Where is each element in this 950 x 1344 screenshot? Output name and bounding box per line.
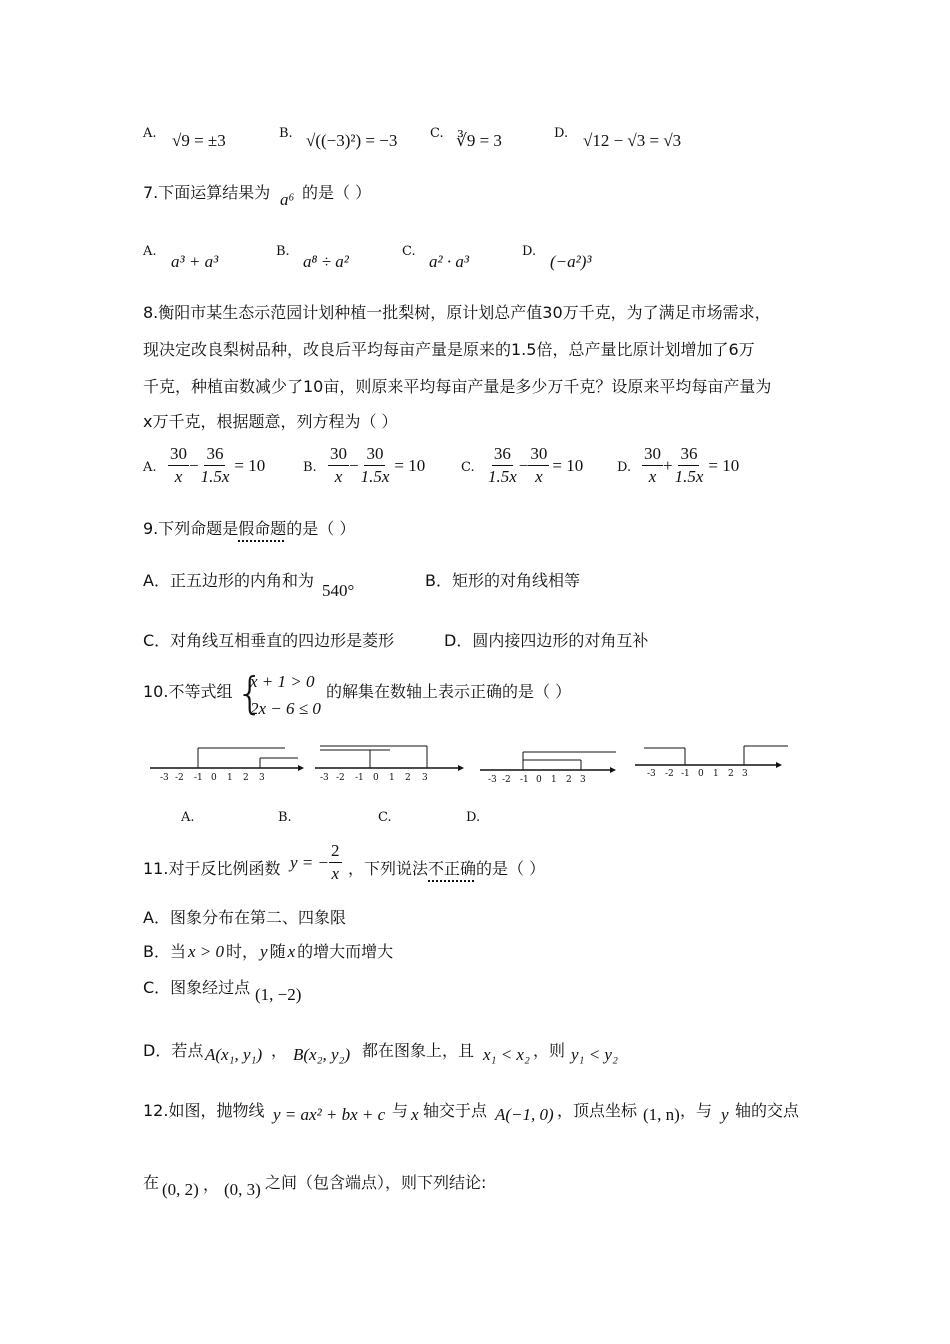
q10-number-lines <box>140 740 800 790</box>
q8-option-d-expr: $\frac{30}{x}$ + $\frac{36}{1.5x}$ = 10 <box>644 444 740 486</box>
q11-option-d-cond-2: y₁ < y₂ <box>571 1045 618 1064</box>
q6-option-c-expr: ∛9 = 3 <box>456 131 502 150</box>
q8-line-4: x万千克，根据题意，列方程为（ ） <box>143 412 398 431</box>
q8-option-c-expr: $\frac{36}{1.5x}$ − $\frac{30}{x}$ = 10 <box>488 444 584 486</box>
fraction: $\frac{36}{1.5x}$ <box>674 444 704 486</box>
q9-option-c: C．对角线互相垂直的四边形是菱形 <box>143 631 395 650</box>
q10-inequality-2: 2x − 6 ≤ 0 <box>250 699 321 718</box>
fraction: $\frac{36}{1.5x}$ <box>200 444 230 486</box>
number-line-c <box>480 752 616 785</box>
q10-option-a-label: A. <box>181 810 195 825</box>
q12-stem-pre: 12.如图，抛物线 <box>143 1101 265 1120</box>
q11-option-c: C．图象经过点 <box>143 978 251 997</box>
fraction: $\frac{30}{1.5x}$ <box>360 444 390 486</box>
q8-option-c-label: C. <box>461 460 475 475</box>
tick-label: -3 <box>488 775 497 785</box>
q7-stem-end: 的是（ ） <box>302 183 372 202</box>
tick-label: 0 <box>211 773 217 783</box>
tick-label: 2 <box>566 775 572 785</box>
tick-label: 0 <box>536 775 542 785</box>
q11-function: y = − $\frac{2}{x}$ <box>290 841 340 883</box>
tick-label: -2 <box>665 769 674 779</box>
q8-option-b-expr: $\frac{30}{x}$ − $\frac{30}{1.5x}$ = 10 <box>330 444 426 486</box>
q6-option-b-label: B. <box>279 126 293 141</box>
tick-label: -1 <box>520 775 529 785</box>
q12-point-a: A(−1, 0) <box>495 1105 554 1124</box>
q8-option-b-label: B. <box>303 460 317 475</box>
q11-stem-post: ，下列说法不正确的是（ ） <box>348 859 546 878</box>
q8-line-2: 现决定改良梨树品种，改良后平均每亩产量是原来的1.5倍，总产量比原计划增加了6万 <box>143 340 755 359</box>
fraction: $\frac{30}{x}$ <box>530 444 548 486</box>
q12-point-1: (0, 2) <box>162 1180 199 1199</box>
tick-label: 0 <box>373 773 379 783</box>
tick-label: 2 <box>243 773 249 783</box>
q8-option-a-label: A. <box>143 460 157 475</box>
q8-line-1: 8.衡阳市某生态示范园计划种植一批梨树，原计划总产值30万千克，为了满足市场需求， <box>143 303 771 322</box>
q11-emphasis: 不正确 <box>428 859 477 878</box>
q7-option-b-expr: a⁸ ÷ a² <box>303 252 349 271</box>
tick-label: 1 <box>551 775 557 785</box>
q9-emphasis: 假命题 <box>238 519 287 538</box>
tick-label: -1 <box>194 773 203 783</box>
q11-option-d-cond-1: x₁ < x₂ <box>483 1045 530 1064</box>
tick-label: 3 <box>580 775 586 785</box>
q9-option-d: D．圆内接四边形的对角互补 <box>444 631 649 650</box>
q11-stem-pre: 11.对于反比例函数 <box>143 859 281 878</box>
q11-option-d-mid: 都在图象上，且 <box>362 1041 475 1060</box>
q9-option-a-value: 540° <box>322 581 355 600</box>
fraction: $\frac{30}{x}$ <box>330 444 347 486</box>
q11-option-b: B．当 x > 0 时， y 随 x 的增大而增大 <box>143 942 394 961</box>
tick-label: 2 <box>405 773 411 783</box>
number-line-a <box>150 748 304 783</box>
q6-option-d-label: D. <box>554 126 569 141</box>
fraction: $\frac{30}{x}$ <box>644 444 661 486</box>
tick-label: -3 <box>320 773 329 783</box>
q11-option-d-point-a: A(x₁, y₁) <box>205 1045 263 1064</box>
q7-option-d-label: D. <box>522 244 537 259</box>
q10-option-c-label: C. <box>378 810 392 825</box>
tick-label: 3 <box>742 769 748 779</box>
q10-stem-pre: 10.不等式组 <box>143 682 233 701</box>
q9-option-b: B．矩形的对角线相等 <box>425 571 580 590</box>
tick-label: -1 <box>681 769 690 779</box>
q11-option-d-then: ，则 <box>533 1041 566 1060</box>
fraction: $\frac{36}{1.5x}$ <box>488 444 517 486</box>
number-line-b <box>315 746 464 783</box>
q12-parabola: y = ax² + bx + c <box>273 1105 386 1124</box>
q12-line-2: 之间（包含端点），则下列结论: <box>265 1173 487 1192</box>
tick-label: 1 <box>227 773 233 783</box>
tick-label: -2 <box>502 775 511 785</box>
tick-label: 1 <box>389 773 395 783</box>
q11-option-a: A．图象分布在第二、四象限 <box>143 908 346 927</box>
q7-option-c-label: C. <box>402 244 416 259</box>
q10-inequality-1: x + 1 > 0 <box>250 672 315 691</box>
q8-option-d-label: D. <box>617 460 632 475</box>
number-line-d <box>635 746 788 779</box>
tick-label: -3 <box>647 769 656 779</box>
q11-option-c-point: (1, −2) <box>255 985 302 1004</box>
q7-target: a⁶ <box>280 190 295 209</box>
q7-stem: 7.下面运算结果为 <box>143 183 271 202</box>
q7-option-a-label: A. <box>143 244 157 259</box>
q6-option-a-expr: √9 = ±3 <box>172 131 226 150</box>
tick-label: 1 <box>713 769 719 779</box>
q7-option-a-expr: a³ + a³ <box>171 252 219 271</box>
q6-option-c-label: C. <box>430 126 444 141</box>
q11-option-d-point-b: B(x₂, y₂) <box>293 1045 351 1064</box>
tick-label: -2 <box>175 773 184 783</box>
q10-option-b-label: B. <box>278 810 292 825</box>
tick-label: 3 <box>422 773 428 783</box>
tick-label: -1 <box>355 773 364 783</box>
tick-label: -2 <box>336 773 345 783</box>
q9-stem: 9.下列命题是假命题的是（ ） <box>143 519 356 538</box>
tick-label: 0 <box>698 769 704 779</box>
tick-label: 2 <box>728 769 734 779</box>
q7-option-d-expr: (−a²)³ <box>550 252 592 271</box>
q6-option-d-expr: √12 − √3 = √3 <box>583 131 682 150</box>
fraction: $\frac{2}{x}$ <box>331 841 340 883</box>
q7-option-c-expr: a² · a³ <box>429 252 469 271</box>
tick-label: -3 <box>160 773 169 783</box>
q11-option-d: D．若点 <box>143 1041 204 1060</box>
tick-label: 3 <box>259 773 265 783</box>
q12-vertex: (1, n) <box>643 1105 680 1124</box>
q9-option-a: A．正五边形的内角和为 <box>143 571 314 590</box>
q10-option-d-label: D. <box>466 810 481 825</box>
fraction: $\frac{30}{x}$ <box>170 444 187 486</box>
q10-brace: { <box>236 668 264 719</box>
q8-option-a-expr: $\frac{30}{x}$ − $\frac{36}{1.5x}$ = 10 <box>170 444 266 486</box>
q6-option-a-label: A. <box>143 126 157 141</box>
q7-option-b-label: B. <box>276 244 290 259</box>
q8-line-3: 千克，种植亩数减少了10亩，则原来平均每亩产量是多少万千克？设原来平均每亩产量为 <box>143 377 772 396</box>
q6-option-b-expr: √((−3)²) = −3 <box>306 131 398 150</box>
q10-stem-post: 的解集在数轴上表示正确的是（ ） <box>326 682 572 701</box>
q12-point-2: (0, 3) <box>224 1180 261 1199</box>
